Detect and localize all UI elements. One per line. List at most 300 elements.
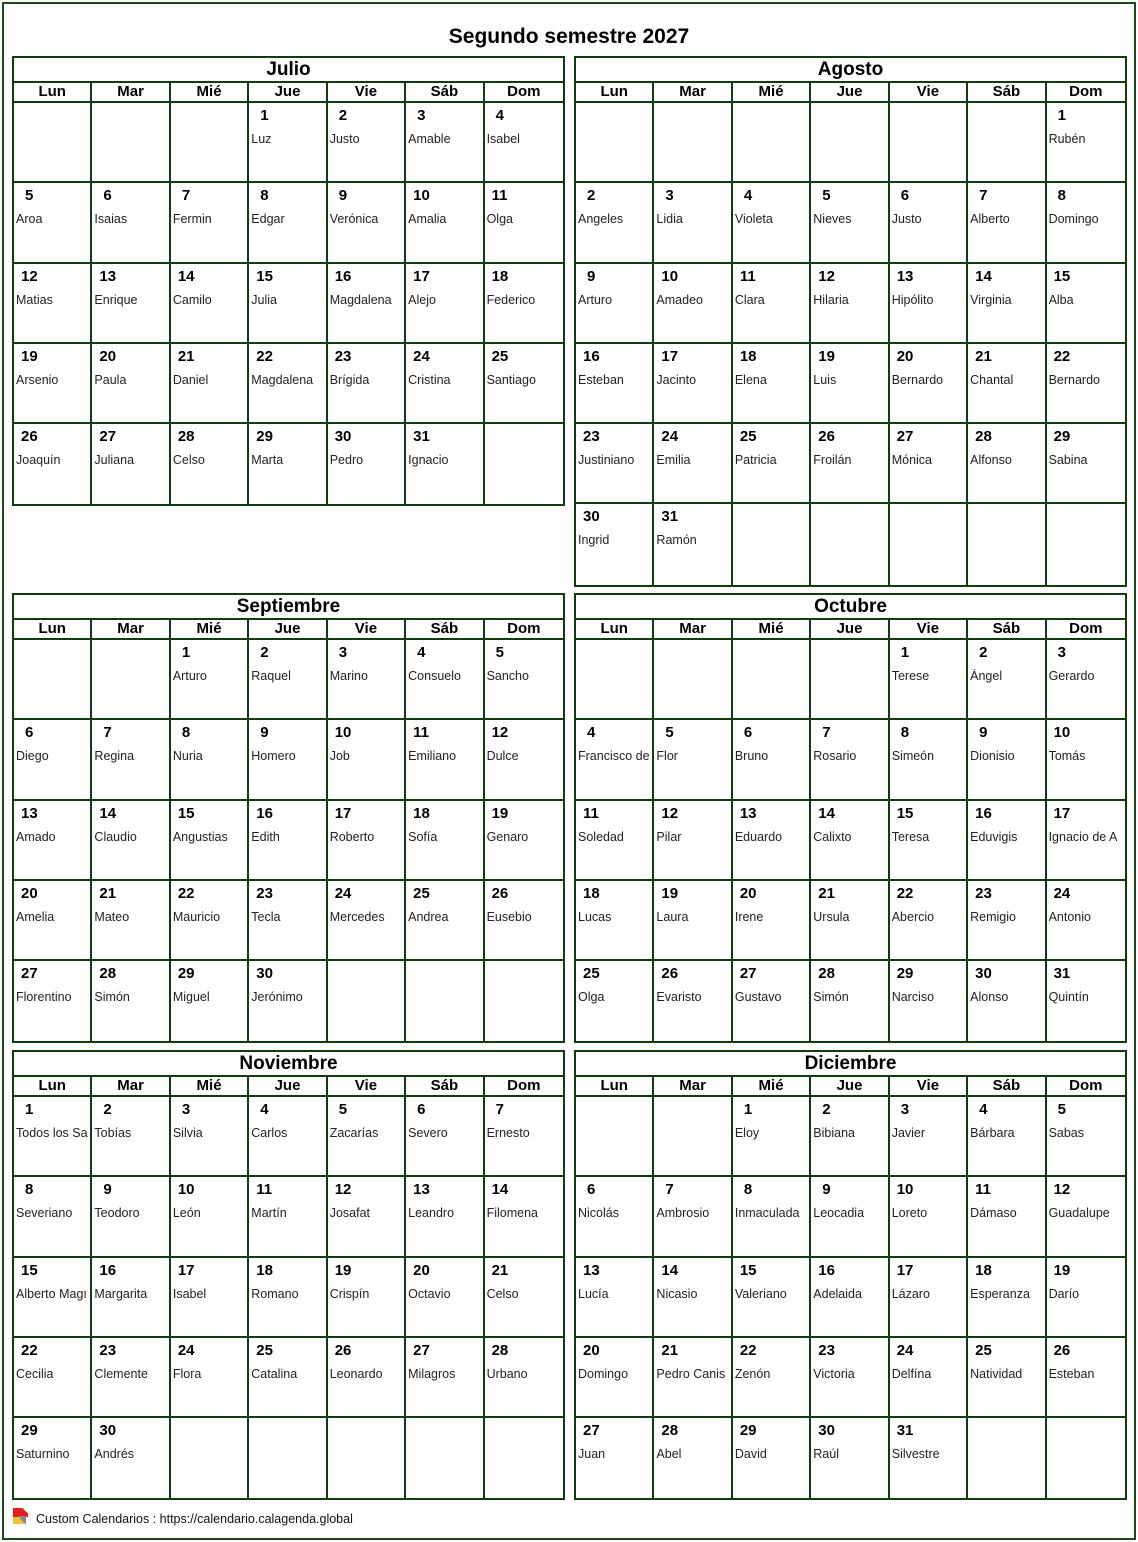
saint-name: Camilo <box>172 292 212 307</box>
day-cell[interactable] <box>171 424 249 504</box>
saint-name: Virginia <box>970 292 1012 307</box>
day-cell[interactable] <box>576 1418 654 1498</box>
day-cell[interactable] <box>92 881 170 961</box>
saint-name: Rubén <box>1048 132 1086 146</box>
day-cell[interactable] <box>485 1338 563 1418</box>
day-cell[interactable] <box>576 183 654 263</box>
day-cell[interactable] <box>1047 264 1125 344</box>
day-cell[interactable] <box>406 640 484 720</box>
day-cell[interactable] <box>328 103 406 183</box>
day-cell[interactable] <box>733 1418 811 1498</box>
day-cell[interactable] <box>890 1258 968 1338</box>
day-cell[interactable] <box>92 1418 170 1498</box>
day-cell[interactable] <box>171 801 249 881</box>
day-cell[interactable] <box>968 720 1046 800</box>
day-cell[interactable] <box>249 1177 327 1257</box>
day-number: 13 <box>896 267 914 285</box>
saint-name: Consuelo <box>408 669 461 683</box>
day-cell[interactable] <box>14 183 92 263</box>
day-cell[interactable] <box>1047 103 1125 183</box>
day-number: 22 <box>896 884 914 902</box>
day-cell[interactable] <box>406 1258 484 1338</box>
day-number: 5 <box>25 187 34 205</box>
day-cell[interactable] <box>654 1418 732 1498</box>
day-cell[interactable] <box>1047 961 1125 1041</box>
day-cell[interactable] <box>485 720 563 800</box>
day-cell[interactable] <box>576 424 654 504</box>
saint-name: Verónica <box>329 212 379 227</box>
day-cell[interactable] <box>14 881 92 961</box>
day-cell[interactable] <box>249 801 327 881</box>
day-cell[interactable] <box>14 961 92 1041</box>
saint-name: Isabel <box>172 1286 207 1301</box>
day-number: 7 <box>181 187 191 205</box>
weekday-label: Mar <box>92 1077 170 1095</box>
day-cell[interactable] <box>811 424 889 504</box>
day-cell[interactable] <box>733 344 811 424</box>
saint-name: Diego <box>16 749 49 764</box>
day-cell[interactable] <box>811 264 889 344</box>
day-grid <box>576 640 1125 1041</box>
saint-name: Martín <box>251 1206 287 1221</box>
saint-name: Juliana <box>94 453 135 468</box>
day-cell[interactable] <box>171 640 249 720</box>
day-cell[interactable] <box>576 1258 654 1338</box>
day-cell[interactable] <box>14 1258 92 1338</box>
day-cell[interactable] <box>406 720 484 800</box>
day-number: 29 <box>177 965 195 983</box>
day-cell[interactable] <box>733 881 811 961</box>
day-cell[interactable] <box>92 1177 170 1257</box>
weekday-header <box>576 620 1125 640</box>
day-cell[interactable] <box>654 1338 732 1418</box>
day-cell[interactable] <box>811 1258 889 1338</box>
day-cell[interactable] <box>890 1177 968 1257</box>
saint-name: Teresa <box>891 829 930 844</box>
saint-name: Dámaso <box>970 1206 1017 1221</box>
day-cell[interactable] <box>890 424 968 504</box>
saint-name: Violeta <box>734 212 773 227</box>
saint-name: Sofía <box>408 829 438 844</box>
month-octubre <box>574 593 1127 1043</box>
day-cell[interactable] <box>485 1258 563 1338</box>
day-number: 6 <box>417 1101 426 1118</box>
day-grid <box>14 103 563 504</box>
day-number: 16 <box>334 267 352 285</box>
day-cell[interactable] <box>328 264 406 344</box>
day-number: 9 <box>822 1181 831 1199</box>
day-cell[interactable] <box>485 640 563 720</box>
day-cell[interactable] <box>1047 640 1125 720</box>
day-cell[interactable] <box>328 183 406 263</box>
day-number: 27 <box>896 428 914 446</box>
weekday-label: Mar <box>92 620 170 638</box>
day-number: 21 <box>975 347 992 365</box>
saint-name: Alberto <box>970 212 1010 227</box>
weekday-label: Dom <box>1069 1077 1103 1094</box>
day-cell[interactable] <box>654 183 732 263</box>
day-cell[interactable] <box>1047 344 1125 424</box>
day-cell[interactable] <box>890 881 968 961</box>
day-cell[interactable] <box>968 183 1046 263</box>
saint-name: Cristina <box>408 372 451 387</box>
day-cell[interactable] <box>1047 1338 1125 1418</box>
saint-name: Sabas <box>1048 1126 1085 1140</box>
day-cell[interactable] <box>249 424 327 504</box>
day-cell[interactable] <box>654 264 732 344</box>
day-cell[interactable] <box>733 801 811 881</box>
day-cell[interactable] <box>654 1258 732 1338</box>
empty-cell <box>968 504 1046 584</box>
weekday-label: Jue <box>249 620 327 638</box>
day-cell[interactable] <box>890 344 968 424</box>
day-cell[interactable] <box>485 103 563 183</box>
day-cell[interactable] <box>92 961 170 1041</box>
day-cell[interactable] <box>485 344 563 424</box>
saint-name: Francisco de <box>578 749 650 764</box>
weekday-label: Vie <box>328 83 406 101</box>
day-cell[interactable] <box>968 961 1046 1041</box>
day-cell[interactable] <box>249 344 327 424</box>
day-cell[interactable] <box>890 183 968 263</box>
weekday-label: Sáb <box>406 1077 484 1095</box>
day-cell[interactable] <box>811 961 889 1041</box>
day-cell[interactable] <box>890 1338 968 1418</box>
day-cell[interactable] <box>485 183 563 263</box>
day-cell[interactable] <box>576 344 654 424</box>
day-cell[interactable] <box>171 881 249 961</box>
day-cell[interactable] <box>890 801 968 881</box>
saint-name: Juan <box>578 1447 606 1462</box>
day-number: 14 <box>661 1261 679 1279</box>
day-number: 17 <box>896 1261 914 1279</box>
day-cell[interactable] <box>328 801 406 881</box>
day-cell[interactable] <box>406 801 484 881</box>
day-cell[interactable] <box>92 1338 170 1418</box>
day-cell[interactable] <box>890 264 968 344</box>
saint-name: Justo <box>891 212 922 227</box>
day-cell[interactable] <box>92 720 170 800</box>
day-cell[interactable] <box>92 344 170 424</box>
day-cell[interactable] <box>485 881 563 961</box>
weekday-label: Mar <box>654 83 732 101</box>
saint-name: Alonso <box>970 990 1009 1005</box>
day-grid <box>14 1097 563 1498</box>
saint-name: Angustias <box>172 829 228 844</box>
day-number: 13 <box>739 804 757 822</box>
day-number: 15 <box>896 804 914 822</box>
day-cell[interactable] <box>171 344 249 424</box>
day-cell[interactable] <box>328 344 406 424</box>
day-number: 30 <box>975 965 992 983</box>
day-cell[interactable] <box>1047 1258 1125 1338</box>
day-cell[interactable] <box>968 1338 1046 1418</box>
day-cell[interactable] <box>328 1338 406 1418</box>
day-cell[interactable] <box>328 424 406 504</box>
saint-name: Marta <box>251 453 284 468</box>
day-cell[interactable] <box>171 1097 249 1177</box>
day-number: 12 <box>491 724 509 742</box>
day-cell[interactable] <box>485 801 563 881</box>
empty-cell <box>485 961 563 1041</box>
day-cell[interactable] <box>92 424 170 504</box>
empty-cell <box>328 1418 406 1498</box>
saint-name: Santiago <box>486 372 536 387</box>
day-cell[interactable] <box>1047 881 1125 961</box>
weekday-label: Lun <box>576 1077 654 1095</box>
day-cell[interactable] <box>249 1338 327 1418</box>
day-cell[interactable] <box>1047 183 1125 263</box>
day-cell[interactable] <box>733 424 811 504</box>
weekday-header <box>576 83 1125 103</box>
saint-name: Edgar <box>251 212 285 227</box>
day-number: 23 <box>256 884 273 902</box>
day-cell[interactable] <box>576 801 654 881</box>
day-cell[interactable] <box>249 1097 327 1177</box>
day-cell[interactable] <box>968 881 1046 961</box>
day-cell[interactable] <box>171 1177 249 1257</box>
day-cell[interactable] <box>654 881 732 961</box>
day-cell[interactable] <box>171 961 249 1041</box>
day-number: 28 <box>491 1341 509 1359</box>
day-number: 2 <box>260 644 269 661</box>
day-cell[interactable] <box>1047 1177 1125 1257</box>
day-cell[interactable] <box>171 1258 249 1338</box>
day-cell[interactable] <box>890 1418 968 1498</box>
day-cell[interactable] <box>406 344 484 424</box>
day-cell[interactable] <box>485 1097 563 1177</box>
day-cell[interactable] <box>1047 1097 1125 1177</box>
day-cell[interactable] <box>406 881 484 961</box>
day-number: 26 <box>661 965 679 983</box>
day-cell[interactable] <box>14 344 92 424</box>
weekday-label: Dom <box>1069 83 1103 100</box>
day-cell[interactable] <box>249 961 327 1041</box>
weekday-label: Mar <box>92 83 170 101</box>
day-number: 7 <box>822 724 831 742</box>
day-cell[interactable] <box>576 264 654 344</box>
saint-name: Mauricio <box>172 909 221 924</box>
day-cell[interactable] <box>14 424 92 504</box>
day-number: 30 <box>99 1422 117 1440</box>
weekday-label: Sáb <box>406 83 484 101</box>
day-cell[interactable] <box>811 1418 889 1498</box>
day-number: 24 <box>661 428 679 446</box>
day-cell[interactable] <box>406 264 484 344</box>
saint-name: Luis <box>813 372 837 387</box>
saint-name: Claudio <box>94 829 137 844</box>
day-number: 18 <box>256 1261 273 1279</box>
day-cell[interactable] <box>576 1177 654 1257</box>
day-number: 20 <box>99 347 117 365</box>
day-number: 29 <box>739 1422 757 1440</box>
empty-cell <box>968 1418 1046 1498</box>
day-cell[interactable] <box>249 640 327 720</box>
day-cell[interactable] <box>171 183 249 263</box>
day-number: 28 <box>975 428 992 446</box>
day-cell[interactable] <box>654 720 732 800</box>
day-cell[interactable] <box>328 720 406 800</box>
saint-name: Marino <box>329 669 368 683</box>
day-cell[interactable] <box>811 183 889 263</box>
day-cell[interactable] <box>171 720 249 800</box>
day-number: 2 <box>587 187 596 205</box>
day-cell[interactable] <box>811 1097 889 1177</box>
day-cell[interactable] <box>811 1338 889 1418</box>
day-cell[interactable] <box>733 183 811 263</box>
weekday-label: Mar <box>654 620 732 638</box>
saint-name: Abel <box>656 1447 682 1462</box>
day-cell[interactable] <box>406 1177 484 1257</box>
day-cell[interactable] <box>249 1258 327 1338</box>
day-cell[interactable] <box>249 720 327 800</box>
saint-name: Ramón <box>656 533 697 548</box>
day-cell[interactable] <box>406 424 484 504</box>
day-cell[interactable] <box>968 1177 1046 1257</box>
day-cell[interactable] <box>14 720 92 800</box>
day-cell[interactable] <box>1047 720 1125 800</box>
day-cell[interactable] <box>92 801 170 881</box>
weekday-label: Mié <box>171 83 249 101</box>
day-cell[interactable] <box>811 881 889 961</box>
day-cell[interactable] <box>249 183 327 263</box>
saint-name: Bernardo <box>1048 372 1100 387</box>
day-cell[interactable] <box>733 264 811 344</box>
day-cell[interactable] <box>406 183 484 263</box>
saint-name: Valeriano <box>734 1286 787 1301</box>
day-cell[interactable] <box>968 424 1046 504</box>
day-cell[interactable] <box>733 1258 811 1338</box>
day-cell[interactable] <box>654 961 732 1041</box>
day-number: 20 <box>896 347 914 365</box>
saint-name: Mónica <box>891 453 932 468</box>
day-cell[interactable] <box>890 640 968 720</box>
day-cell[interactable] <box>968 1258 1046 1338</box>
day-number: 22 <box>256 347 273 365</box>
day-cell[interactable] <box>890 1097 968 1177</box>
day-number: 8 <box>1057 187 1066 205</box>
day-cell[interactable] <box>1047 424 1125 504</box>
day-number: 18 <box>975 1261 992 1279</box>
day-number: 23 <box>975 884 992 902</box>
day-cell[interactable] <box>811 344 889 424</box>
day-number: 20 <box>413 1261 430 1279</box>
day-cell[interactable] <box>654 801 732 881</box>
day-cell[interactable] <box>171 1338 249 1418</box>
day-number: 26 <box>818 428 835 446</box>
day-cell[interactable] <box>485 264 563 344</box>
day-number: 4 <box>260 1101 269 1118</box>
day-cell[interactable] <box>14 1177 92 1257</box>
day-cell[interactable] <box>14 1338 92 1418</box>
day-cell[interactable] <box>14 801 92 881</box>
saint-name: Mercedes <box>329 909 385 924</box>
day-cell[interactable] <box>249 264 327 344</box>
day-number: 21 <box>818 884 835 902</box>
day-cell[interactable] <box>576 1338 654 1418</box>
saint-name: Homero <box>251 749 296 764</box>
day-cell[interactable] <box>92 1258 170 1338</box>
day-cell[interactable] <box>14 264 92 344</box>
day-number: 3 <box>665 187 674 205</box>
day-cell[interactable] <box>654 504 732 584</box>
saint-name: Lázaro <box>891 1286 930 1301</box>
day-cell[interactable] <box>733 720 811 800</box>
day-cell[interactable] <box>576 504 654 584</box>
day-cell[interactable] <box>328 1258 406 1338</box>
day-number: 3 <box>181 1101 191 1118</box>
day-cell[interactable] <box>485 1177 563 1257</box>
day-cell[interactable] <box>968 1097 1046 1177</box>
day-cell[interactable] <box>811 720 889 800</box>
day-number: 15 <box>256 267 273 285</box>
day-cell[interactable] <box>733 1177 811 1257</box>
empty-cell <box>249 1418 327 1498</box>
day-cell[interactable] <box>733 961 811 1041</box>
day-cell[interactable] <box>14 1418 92 1498</box>
saint-name: Amelia <box>16 909 55 924</box>
weekday-label: Dom <box>507 83 541 100</box>
day-cell[interactable] <box>890 720 968 800</box>
day-cell[interactable] <box>328 640 406 720</box>
day-cell[interactable] <box>92 264 170 344</box>
day-cell[interactable] <box>576 720 654 800</box>
day-cell[interactable] <box>811 1177 889 1257</box>
day-cell[interactable] <box>14 1097 92 1177</box>
day-cell[interactable] <box>968 640 1046 720</box>
day-cell[interactable] <box>576 961 654 1041</box>
day-cell[interactable] <box>968 801 1046 881</box>
day-number: 1 <box>1057 107 1066 124</box>
saint-name: Pedro <box>329 453 364 468</box>
day-cell[interactable] <box>406 103 484 183</box>
day-cell[interactable] <box>328 1097 406 1177</box>
day-cell[interactable] <box>406 1338 484 1418</box>
day-cell[interactable] <box>968 344 1046 424</box>
day-number: 2 <box>822 1101 831 1118</box>
day-cell[interactable] <box>406 1097 484 1177</box>
weekday-label: Mié <box>733 620 811 638</box>
footer-text[interactable]: Custom Calendarios : https://calendario.calagenda.global <box>36 1512 353 1526</box>
day-cell[interactable] <box>328 881 406 961</box>
day-cell[interactable] <box>890 961 968 1041</box>
day-cell[interactable] <box>654 344 732 424</box>
day-number: 13 <box>413 1181 430 1199</box>
day-number: 18 <box>583 884 600 902</box>
day-cell[interactable] <box>328 1177 406 1257</box>
day-cell[interactable] <box>1047 801 1125 881</box>
day-cell[interactable] <box>92 1097 170 1177</box>
empty-cell <box>968 103 1046 183</box>
day-cell[interactable] <box>654 424 732 504</box>
day-number: 5 <box>665 724 674 742</box>
day-cell[interactable] <box>968 264 1046 344</box>
day-cell[interactable] <box>733 1097 811 1177</box>
day-cell[interactable] <box>811 801 889 881</box>
day-cell[interactable] <box>576 881 654 961</box>
empty-cell <box>576 1097 654 1177</box>
day-cell[interactable] <box>171 264 249 344</box>
day-cell[interactable] <box>249 881 327 961</box>
saint-name: Eusebio <box>486 909 532 924</box>
day-cell[interactable] <box>654 1177 732 1257</box>
day-number: 24 <box>334 884 352 902</box>
day-cell[interactable] <box>249 103 327 183</box>
day-number: 29 <box>896 965 914 983</box>
day-number: 27 <box>21 965 38 983</box>
day-cell[interactable] <box>733 1338 811 1418</box>
day-cell[interactable] <box>92 183 170 263</box>
